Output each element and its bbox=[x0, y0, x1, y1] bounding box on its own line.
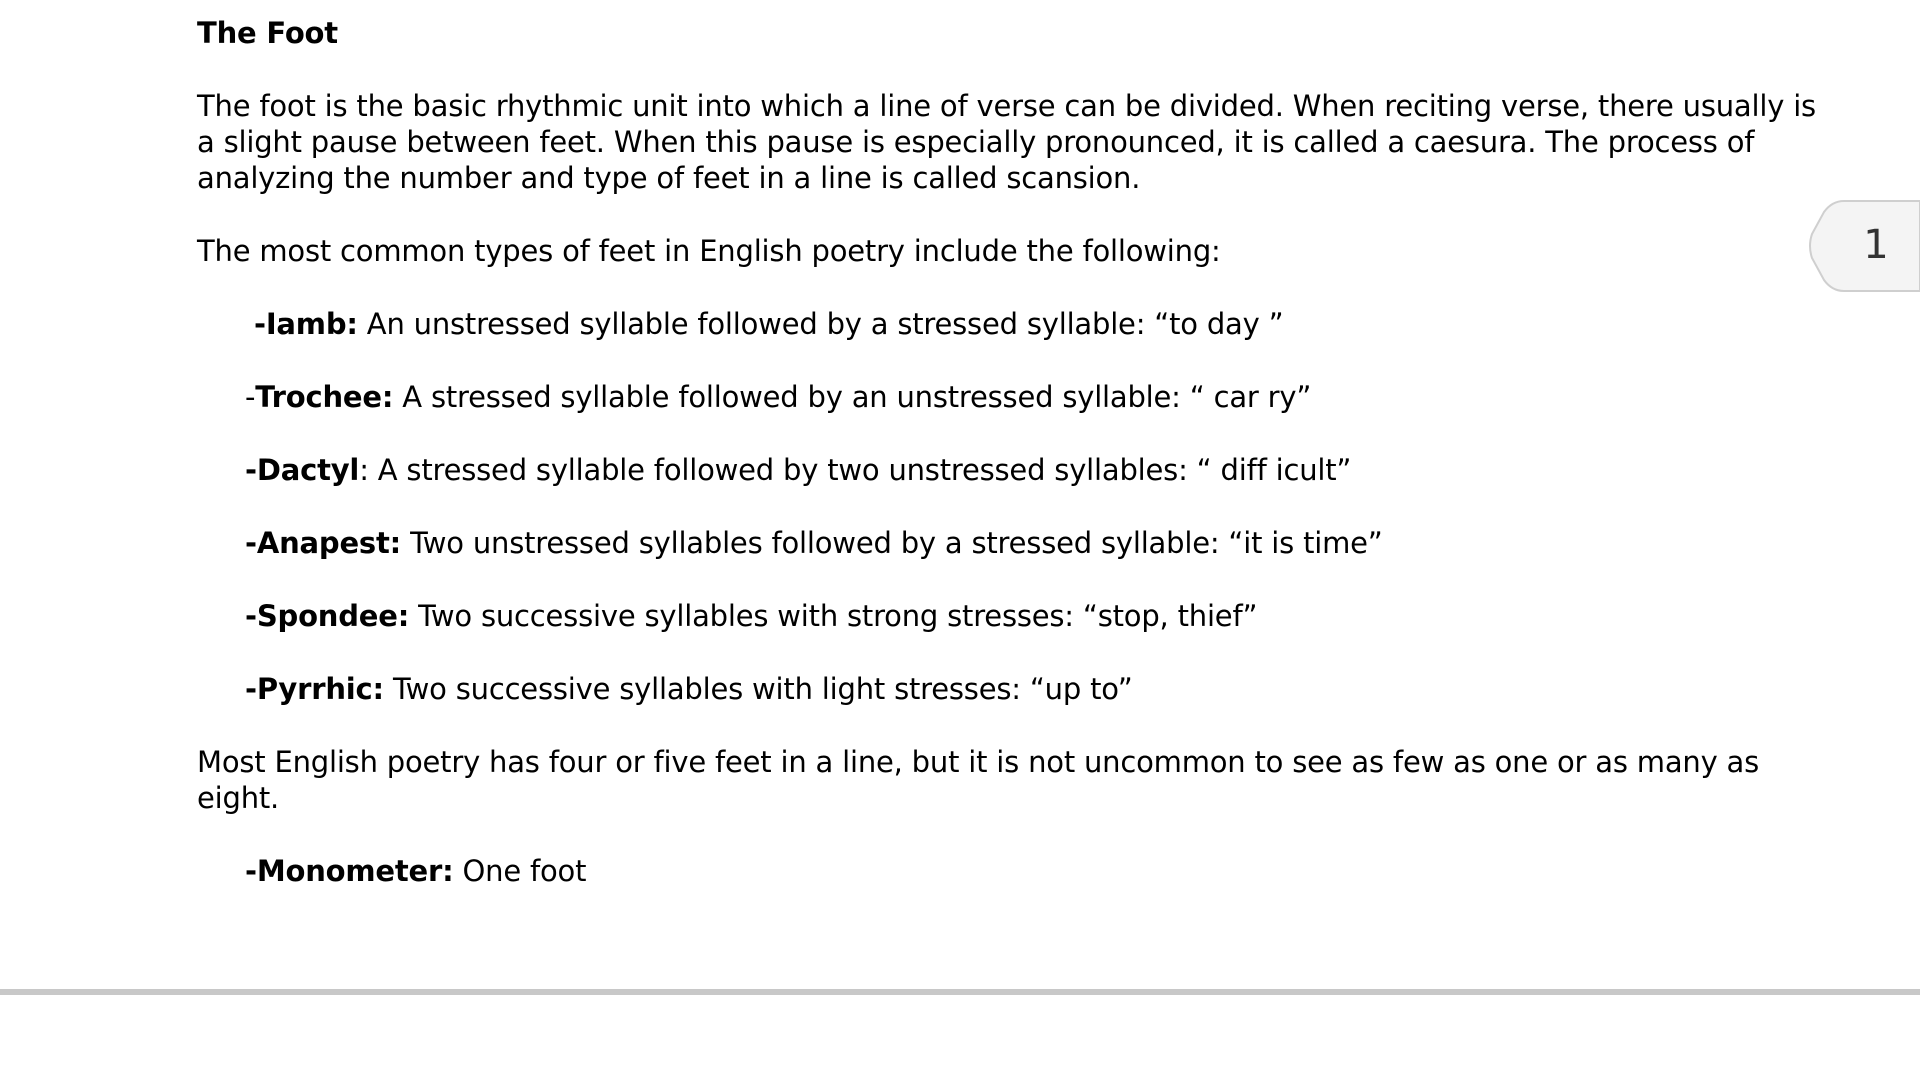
foot-definition: A stressed syllable followed by an unstressed syllable: “ car ry” bbox=[393, 380, 1312, 414]
meter-definition: One foot bbox=[453, 854, 587, 888]
types-intro: The most common types of feet in English poetry include the following: bbox=[197, 234, 1221, 268]
foot-definition: Two successive syllables with strong stresses: “stop, thief” bbox=[409, 599, 1258, 633]
foot-term: -Spondee: bbox=[245, 599, 410, 633]
intro-line-3: analyzing the number and type of feet in a line is called scansion. bbox=[197, 161, 1141, 195]
intro-line-2: a slight pause between feet. When this pause is especially pronounced, it is called a caesura. The process of bbox=[197, 125, 1755, 159]
foot-definition: : A stressed syllable followed by two unstressed syllables: “ diff icult” bbox=[359, 453, 1352, 487]
foot-item-dactyl bbox=[245, 452, 1351, 488]
document-heading: The Foot bbox=[197, 16, 338, 50]
foot-term: Trochee: bbox=[255, 380, 394, 414]
foot-item-trochee bbox=[245, 379, 1311, 415]
foot-prefix: - bbox=[245, 380, 256, 414]
foot-definition: Two successive syllables with light stresses: “up to” bbox=[383, 672, 1133, 706]
intro-line-1: The foot is the basic rhythmic unit into which a line of verse can be divided. When reciting verse, there usually is bbox=[197, 89, 1816, 123]
foot-term: -Pyrrhic: bbox=[245, 672, 384, 706]
foot-term: -Dactyl bbox=[245, 453, 360, 487]
foot-item-iamb bbox=[254, 306, 1283, 342]
page-number-label: 1 bbox=[1863, 222, 1889, 268]
foot-item-anapest bbox=[245, 525, 1383, 561]
page-number-tab[interactable] bbox=[1808, 200, 1920, 292]
meter-item-monometer bbox=[245, 853, 586, 889]
foot-definition: An unstressed syllable followed by a stressed syllable: “to day ” bbox=[357, 307, 1284, 341]
meter-line-1: Most English poetry has four or five feet in a line, but it is not uncommon to see as few as one or as many as bbox=[197, 745, 1760, 779]
foot-term: -Anapest: bbox=[245, 526, 402, 560]
foot-definition: Two unstressed syllables followed by a stressed syllable: “it is time” bbox=[401, 526, 1383, 560]
next-page-area bbox=[0, 995, 1920, 1080]
meter-term: -Monometer: bbox=[245, 854, 454, 888]
foot-term: -Iamb: bbox=[254, 307, 358, 341]
foot-item-pyrrhic bbox=[245, 671, 1133, 707]
meter-line-2: eight. bbox=[197, 781, 280, 815]
foot-item-spondee bbox=[245, 598, 1257, 634]
